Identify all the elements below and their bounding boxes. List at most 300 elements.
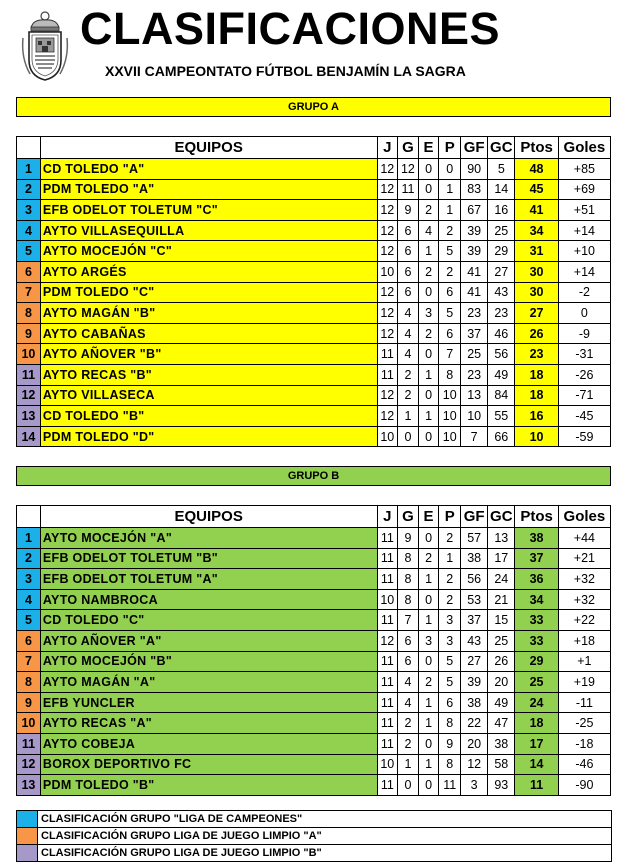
g-cell: 4 <box>398 672 419 693</box>
gf-cell: 56 <box>461 569 488 590</box>
j-cell: 11 <box>377 651 398 672</box>
pts-cell: 17 <box>515 733 558 754</box>
column-header-gf: GF <box>461 506 488 528</box>
team-name: PDM TOLEDO "B" <box>40 775 377 796</box>
goles-cell: -71 <box>558 385 610 406</box>
column-header-equipos: EQUIPOS <box>40 137 377 159</box>
e-cell: 0 <box>418 528 439 549</box>
column-header-p: P <box>439 137 461 159</box>
gf-cell: 57 <box>461 528 488 549</box>
gc-cell: 43 <box>488 282 515 303</box>
e-cell: 2 <box>418 261 439 282</box>
g-cell: 2 <box>398 364 419 385</box>
e-cell: 2 <box>418 672 439 693</box>
e-cell: 0 <box>418 385 439 406</box>
gc-cell: 25 <box>488 630 515 651</box>
p-cell: 5 <box>439 303 461 324</box>
gc-cell: 55 <box>488 406 515 427</box>
g-cell: 12 <box>398 159 419 180</box>
goles-cell: -25 <box>558 713 610 734</box>
team-name: EFB ODELOT TOLETUM "A" <box>40 569 377 590</box>
gc-cell: 14 <box>488 179 515 200</box>
p-cell: 3 <box>439 630 461 651</box>
column-header-gc: GC <box>488 137 515 159</box>
column-header-equipos: EQUIPOS <box>40 506 377 528</box>
p-cell: 6 <box>439 282 461 303</box>
legend-label: CLASIFICACIÓN GRUPO LIGA DE JUEGO LIMPIO "B" <box>38 845 612 862</box>
group-b-header: GRUPO B <box>16 466 611 486</box>
column-header-g: G <box>398 506 419 528</box>
pts-cell: 33 <box>515 630 558 651</box>
p-cell: 7 <box>439 344 461 365</box>
g-cell: 0 <box>398 775 419 796</box>
position-cell: 9 <box>17 323 41 344</box>
p-cell: 0 <box>439 159 461 180</box>
gf-cell: 53 <box>461 589 488 610</box>
table-row <box>17 630 611 651</box>
gc-cell: 49 <box>488 692 515 713</box>
pts-cell: 31 <box>515 241 558 262</box>
pts-cell: 16 <box>515 406 558 427</box>
table-row <box>17 364 611 385</box>
legend-row <box>17 845 612 862</box>
gf-cell: 22 <box>461 713 488 734</box>
position-cell: 8 <box>17 672 41 693</box>
e-cell: 1 <box>418 713 439 734</box>
goles-cell: +32 <box>558 569 610 590</box>
position-cell: 6 <box>17 630 41 651</box>
pts-cell: 48 <box>515 159 558 180</box>
team-name: CD TOLEDO "C" <box>40 610 377 631</box>
pts-cell: 30 <box>515 282 558 303</box>
column-header-ptos: Ptos <box>515 137 558 159</box>
e-cell: 1 <box>418 364 439 385</box>
g-cell: 4 <box>398 323 419 344</box>
header-row <box>17 506 611 528</box>
j-cell: 11 <box>377 344 398 365</box>
column-header-gc: GC <box>488 506 515 528</box>
column-header-j: J <box>377 506 398 528</box>
j-cell: 11 <box>377 733 398 754</box>
table-row <box>17 610 611 631</box>
pts-cell: 29 <box>515 651 558 672</box>
position-cell: 11 <box>17 364 41 385</box>
g-cell: 6 <box>398 261 419 282</box>
gf-cell: 90 <box>461 159 488 180</box>
gf-cell: 39 <box>461 241 488 262</box>
position-cell: 14 <box>17 426 41 447</box>
gf-cell: 37 <box>461 610 488 631</box>
team-name: EFB ODELOT TOLETUM "B" <box>40 548 377 569</box>
table-row <box>17 385 611 406</box>
table-row <box>17 733 611 754</box>
goles-cell: -59 <box>558 426 610 447</box>
p-cell: 8 <box>439 713 461 734</box>
position-cell: 5 <box>17 241 41 262</box>
gf-cell: 10 <box>461 406 488 427</box>
team-name: CD TOLEDO "B" <box>40 406 377 427</box>
team-name: AYTO VILLASECA <box>40 385 377 406</box>
pts-cell: 30 <box>515 261 558 282</box>
p-cell: 2 <box>439 220 461 241</box>
table-row <box>17 282 611 303</box>
g-cell: 6 <box>398 630 419 651</box>
legend-swatch <box>17 845 38 862</box>
position-cell: 4 <box>17 220 41 241</box>
table-row <box>17 672 611 693</box>
goles-cell: +22 <box>558 610 610 631</box>
goles-cell: +10 <box>558 241 610 262</box>
gf-cell: 23 <box>461 303 488 324</box>
team-name: AYTO AÑOVER "B" <box>40 344 377 365</box>
goles-cell: -45 <box>558 406 610 427</box>
e-cell: 1 <box>418 569 439 590</box>
header-blank-cell <box>17 137 41 159</box>
table-row <box>17 261 611 282</box>
team-name: AYTO NAMBROCA <box>40 589 377 610</box>
g-cell: 4 <box>398 303 419 324</box>
team-name: EFB ODELOT TOLETUM "C" <box>40 200 377 221</box>
g-cell: 1 <box>398 406 419 427</box>
gf-cell: 83 <box>461 179 488 200</box>
legend-row <box>17 811 612 828</box>
g-cell: 2 <box>398 733 419 754</box>
pts-cell: 38 <box>515 528 558 549</box>
j-cell: 12 <box>377 323 398 344</box>
pts-cell: 27 <box>515 303 558 324</box>
pts-cell: 36 <box>515 569 558 590</box>
team-name: AYTO AÑOVER "A" <box>40 630 377 651</box>
position-cell: 10 <box>17 713 41 734</box>
p-cell: 11 <box>439 775 461 796</box>
g-cell: 6 <box>398 651 419 672</box>
position-cell: 6 <box>17 261 41 282</box>
g-cell: 6 <box>398 220 419 241</box>
e-cell: 0 <box>418 282 439 303</box>
position-cell: 3 <box>17 200 41 221</box>
gf-cell: 38 <box>461 548 488 569</box>
team-name: PDM TOLEDO "D" <box>40 426 377 447</box>
column-header-e: E <box>418 506 439 528</box>
table-row <box>17 713 611 734</box>
p-cell: 8 <box>439 364 461 385</box>
g-cell: 7 <box>398 610 419 631</box>
gc-cell: 13 <box>488 528 515 549</box>
column-header-gf: GF <box>461 137 488 159</box>
g-cell: 2 <box>398 713 419 734</box>
p-cell: 6 <box>439 692 461 713</box>
e-cell: 0 <box>418 159 439 180</box>
team-name: PDM TOLEDO "A" <box>40 179 377 200</box>
j-cell: 12 <box>377 179 398 200</box>
gf-cell: 39 <box>461 672 488 693</box>
j-cell: 11 <box>377 528 398 549</box>
j-cell: 12 <box>377 200 398 221</box>
table-row <box>17 528 611 549</box>
team-name: AYTO MOCEJÓN "A" <box>40 528 377 549</box>
goles-cell: -2 <box>558 282 610 303</box>
gf-cell: 20 <box>461 733 488 754</box>
gf-cell: 38 <box>461 692 488 713</box>
gc-cell: 23 <box>488 303 515 324</box>
j-cell: 10 <box>377 754 398 775</box>
p-cell: 10 <box>439 406 461 427</box>
goles-cell: +32 <box>558 589 610 610</box>
gf-cell: 67 <box>461 200 488 221</box>
gc-cell: 24 <box>488 569 515 590</box>
position-cell: 12 <box>17 385 41 406</box>
gf-cell: 41 <box>461 261 488 282</box>
j-cell: 12 <box>377 303 398 324</box>
e-cell: 0 <box>418 344 439 365</box>
e-cell: 1 <box>418 692 439 713</box>
p-cell: 10 <box>439 385 461 406</box>
e-cell: 1 <box>418 406 439 427</box>
goles-cell: -46 <box>558 754 610 775</box>
e-cell: 0 <box>418 733 439 754</box>
table-row <box>17 323 611 344</box>
column-header-goles: Goles <box>558 137 610 159</box>
table-row <box>17 179 611 200</box>
team-name: AYTO MAGÁN "A" <box>40 672 377 693</box>
e-cell: 0 <box>418 651 439 672</box>
g-cell: 6 <box>398 282 419 303</box>
j-cell: 11 <box>377 672 398 693</box>
column-header-ptos: Ptos <box>515 506 558 528</box>
position-cell: 9 <box>17 692 41 713</box>
position-cell: 12 <box>17 754 41 775</box>
gf-cell: 43 <box>461 630 488 651</box>
team-name: CD TOLEDO "A" <box>40 159 377 180</box>
gf-cell: 25 <box>461 344 488 365</box>
j-cell: 11 <box>377 548 398 569</box>
team-name: AYTO VILLASEQUILLA <box>40 220 377 241</box>
gf-cell: 27 <box>461 651 488 672</box>
goles-cell: +14 <box>558 220 610 241</box>
gc-cell: 27 <box>488 261 515 282</box>
e-cell: 2 <box>418 548 439 569</box>
gc-cell: 17 <box>488 548 515 569</box>
e-cell: 1 <box>418 610 439 631</box>
goles-cell: +51 <box>558 200 610 221</box>
p-cell: 2 <box>439 569 461 590</box>
position-cell: 3 <box>17 569 41 590</box>
gf-cell: 13 <box>461 385 488 406</box>
g-cell: 1 <box>398 754 419 775</box>
j-cell: 12 <box>377 406 398 427</box>
g-cell: 8 <box>398 548 419 569</box>
e-cell: 1 <box>418 241 439 262</box>
j-cell: 11 <box>377 775 398 796</box>
goles-cell: +21 <box>558 548 610 569</box>
pts-cell: 34 <box>515 589 558 610</box>
p-cell: 2 <box>439 261 461 282</box>
pts-cell: 26 <box>515 323 558 344</box>
j-cell: 12 <box>377 630 398 651</box>
p-cell: 8 <box>439 754 461 775</box>
e-cell: 3 <box>418 303 439 324</box>
e-cell: 2 <box>418 323 439 344</box>
gc-cell: 46 <box>488 323 515 344</box>
team-name: EFB YUNCLER <box>40 692 377 713</box>
g-cell: 2 <box>398 385 419 406</box>
pts-cell: 18 <box>515 364 558 385</box>
pts-cell: 37 <box>515 548 558 569</box>
team-name: BOROX DEPORTIVO FC <box>40 754 377 775</box>
e-cell: 0 <box>418 179 439 200</box>
gc-cell: 93 <box>488 775 515 796</box>
j-cell: 12 <box>377 159 398 180</box>
pts-cell: 41 <box>515 200 558 221</box>
team-name: AYTO ARGÉS <box>40 261 377 282</box>
position-cell: 10 <box>17 344 41 365</box>
group-a-header: GRUPO A <box>16 97 611 117</box>
goles-cell: -11 <box>558 692 610 713</box>
pts-cell: 10 <box>515 426 558 447</box>
gf-cell: 41 <box>461 282 488 303</box>
e-cell: 3 <box>418 630 439 651</box>
legend-row <box>17 828 612 845</box>
p-cell: 10 <box>439 426 461 447</box>
table-row <box>17 406 611 427</box>
position-cell: 5 <box>17 610 41 631</box>
j-cell: 12 <box>377 385 398 406</box>
position-cell: 4 <box>17 589 41 610</box>
j-cell: 11 <box>377 692 398 713</box>
gf-cell: 12 <box>461 754 488 775</box>
p-cell: 1 <box>439 179 461 200</box>
p-cell: 1 <box>439 548 461 569</box>
position-cell: 2 <box>17 179 41 200</box>
position-cell: 7 <box>17 651 41 672</box>
j-cell: 11 <box>377 713 398 734</box>
pts-cell: 25 <box>515 672 558 693</box>
column-header-g: G <box>398 137 419 159</box>
team-name: AYTO MAGÁN "B" <box>40 303 377 324</box>
goles-cell: +18 <box>558 630 610 651</box>
g-cell: 0 <box>398 426 419 447</box>
gc-cell: 38 <box>488 733 515 754</box>
goles-cell: +19 <box>558 672 610 693</box>
gc-cell: 5 <box>488 159 515 180</box>
g-cell: 4 <box>398 344 419 365</box>
legend-label: CLASIFICACIÓN GRUPO "LIGA DE CAMPEONES" <box>38 811 612 828</box>
e-cell: 4 <box>418 220 439 241</box>
column-header-e: E <box>418 137 439 159</box>
table-row <box>17 651 611 672</box>
table-row <box>17 589 611 610</box>
column-header-j: J <box>377 137 398 159</box>
column-header-p: P <box>439 506 461 528</box>
table-row <box>17 754 611 775</box>
position-cell: 13 <box>17 775 41 796</box>
group-a-table <box>16 136 611 447</box>
pts-cell: 11 <box>515 775 558 796</box>
e-cell: 0 <box>418 426 439 447</box>
goles-cell: -31 <box>558 344 610 365</box>
goles-cell: -9 <box>558 323 610 344</box>
pts-cell: 24 <box>515 692 558 713</box>
goles-cell: -90 <box>558 775 610 796</box>
gf-cell: 3 <box>461 775 488 796</box>
team-name: AYTO RECAS "A" <box>40 713 377 734</box>
gf-cell: 7 <box>461 426 488 447</box>
gc-cell: 26 <box>488 651 515 672</box>
gc-cell: 25 <box>488 220 515 241</box>
goles-cell: +44 <box>558 528 610 549</box>
gc-cell: 47 <box>488 713 515 734</box>
goles-cell: +85 <box>558 159 610 180</box>
p-cell: 6 <box>439 323 461 344</box>
header-blank-cell <box>17 506 41 528</box>
j-cell: 10 <box>377 589 398 610</box>
pts-cell: 34 <box>515 220 558 241</box>
position-cell: 1 <box>17 159 41 180</box>
gc-cell: 66 <box>488 426 515 447</box>
table-row <box>17 548 611 569</box>
team-name: AYTO MOCEJÓN "B" <box>40 651 377 672</box>
gc-cell: 20 <box>488 672 515 693</box>
legend-label: CLASIFICACIÓN GRUPO LIGA DE JUEGO LIMPIO "A" <box>38 828 612 845</box>
p-cell: 2 <box>439 589 461 610</box>
table-row <box>17 159 611 180</box>
table-row <box>17 344 611 365</box>
goles-cell: +69 <box>558 179 610 200</box>
crest-logo <box>20 8 70 84</box>
gc-cell: 84 <box>488 385 515 406</box>
gc-cell: 29 <box>488 241 515 262</box>
gc-cell: 21 <box>488 589 515 610</box>
position-cell: 8 <box>17 303 41 324</box>
j-cell: 11 <box>377 610 398 631</box>
gf-cell: 39 <box>461 220 488 241</box>
team-name: AYTO COBEJA <box>40 733 377 754</box>
gc-cell: 49 <box>488 364 515 385</box>
page-title: CLASIFICACIONES <box>80 3 501 54</box>
e-cell: 0 <box>418 589 439 610</box>
position-cell: 1 <box>17 528 41 549</box>
header-row <box>17 137 611 159</box>
goles-cell: +1 <box>558 651 610 672</box>
gc-cell: 15 <box>488 610 515 631</box>
pts-cell: 23 <box>515 344 558 365</box>
table-row <box>17 241 611 262</box>
gc-cell: 58 <box>488 754 515 775</box>
e-cell: 2 <box>418 200 439 221</box>
position-cell: 2 <box>17 548 41 569</box>
gc-cell: 56 <box>488 344 515 365</box>
team-name: PDM TOLEDO "C" <box>40 282 377 303</box>
team-name: AYTO RECAS "B" <box>40 364 377 385</box>
g-cell: 4 <box>398 692 419 713</box>
goles-cell: -26 <box>558 364 610 385</box>
table-row <box>17 426 611 447</box>
pts-cell: 33 <box>515 610 558 631</box>
g-cell: 11 <box>398 179 419 200</box>
j-cell: 12 <box>377 220 398 241</box>
legend <box>16 810 612 862</box>
table-row <box>17 200 611 221</box>
position-cell: 11 <box>17 733 41 754</box>
goles-cell: -18 <box>558 733 610 754</box>
table-row <box>17 692 611 713</box>
group-b-table <box>16 505 611 796</box>
table-row <box>17 569 611 590</box>
column-header-goles: Goles <box>558 506 610 528</box>
gc-cell: 16 <box>488 200 515 221</box>
j-cell: 12 <box>377 282 398 303</box>
pts-cell: 14 <box>515 754 558 775</box>
